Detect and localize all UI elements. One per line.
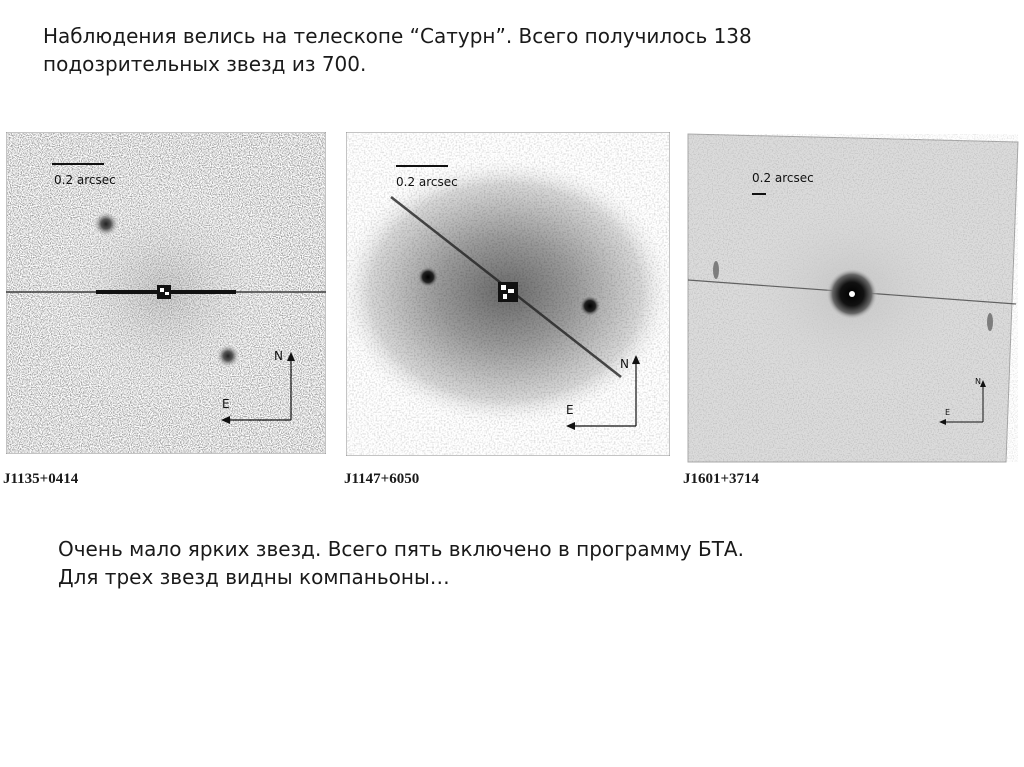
image-panel-j1601 [686,132,1020,464]
scale-label: 0.2 arcsec [752,171,814,185]
caption-j1147: J1147+6050 [344,471,420,487]
slide-title [43,22,943,78]
east-label: E [566,403,574,417]
body-line-2: Для трех звезд видны компаньоны… [58,565,450,589]
star-image-j1135 [6,132,326,454]
image-panel-j1135 [6,132,326,454]
east-label: E [222,397,230,411]
east-label: E [945,408,951,417]
north-label: N [274,349,283,363]
title-line-1: Наблюдения велись на телескопе “Сатурн”. Всего получилось 138 [43,24,752,48]
scale-label: 0.2 arcsec [396,175,458,189]
body-line-1: Очень мало ярких звезд. Всего пять включено в программу БТА. [58,537,744,561]
north-label: N [975,377,981,386]
title-line-2: подозрительных звезд из 700. [43,52,367,76]
scale-label: 0.2 arcsec [54,173,116,187]
image-panel-j1147 [346,132,670,456]
star-image-j1147 [346,132,670,456]
north-label: N [620,357,629,371]
caption-j1135: J1135+0414 [3,471,79,487]
star-image-j1601 [686,132,1020,464]
slide-body-text [58,535,958,591]
caption-j1601: J1601+3714 [683,471,760,487]
